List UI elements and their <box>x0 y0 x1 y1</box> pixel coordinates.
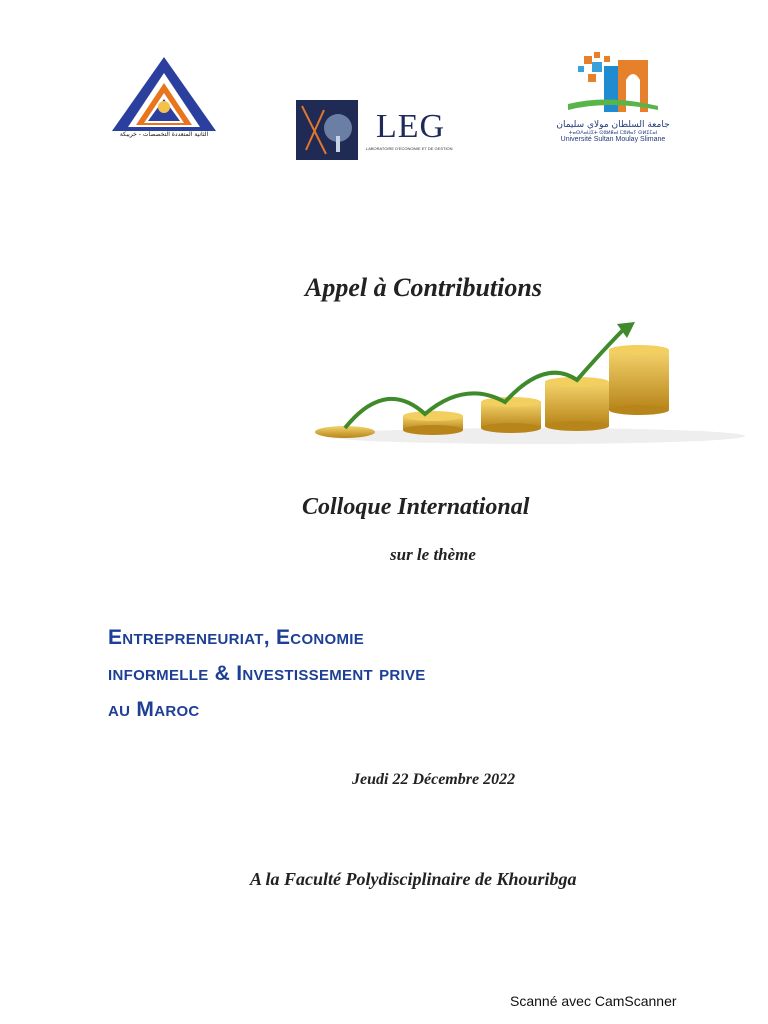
growth-coins-illustration <box>305 318 755 448</box>
theme-line: au Maroc <box>108 698 200 721</box>
university-latin-name: Université Sultan Moulay Slimane <box>560 136 666 143</box>
event-type: Colloque International <box>302 494 530 520</box>
growth-coins-icon <box>305 318 755 448</box>
university-tifinagh-name: ⵜⴰⵙⴷⴰⵡⵉⵜ ⵙⵓⵍⵟⴰⵏ ⵎⵓⵍⴰⵢ ⵙⵍⵉⵎⴰⵏ <box>568 130 658 136</box>
theme-line: Entrepreneuriat, Economie <box>108 626 365 649</box>
faculty-emblem-icon <box>108 55 220 143</box>
leg-tree-icon <box>296 100 358 160</box>
scanner-watermark: Scanné avec CamScanner <box>510 993 677 1009</box>
event-date: Jeudi 22 Décembre 2022 <box>352 771 516 788</box>
university-arabic-name: جامعة السلطان مولاي سليمان <box>556 120 670 130</box>
university-logo <box>548 50 678 150</box>
theme-line: informelle & Investissement prive <box>108 662 426 685</box>
leg-logo <box>296 100 466 162</box>
leg-title: LEG <box>376 108 446 145</box>
leg-subtitle: LABORATOIRE D'ECONOMIE ET DE GESTION <box>366 146 453 151</box>
event-location: A la Faculté Polydisciplinaire de Khouribga <box>250 869 577 889</box>
university-emblem-icon <box>548 50 678 120</box>
theme-intro: sur le thème <box>390 545 476 564</box>
event-theme <box>108 620 668 728</box>
faculty-logo-caption: الثانية المتعددة التخصصات - خريبكة <box>119 131 209 138</box>
faculty-logo <box>108 55 220 143</box>
call-title: Appel à Contributions <box>305 273 542 302</box>
